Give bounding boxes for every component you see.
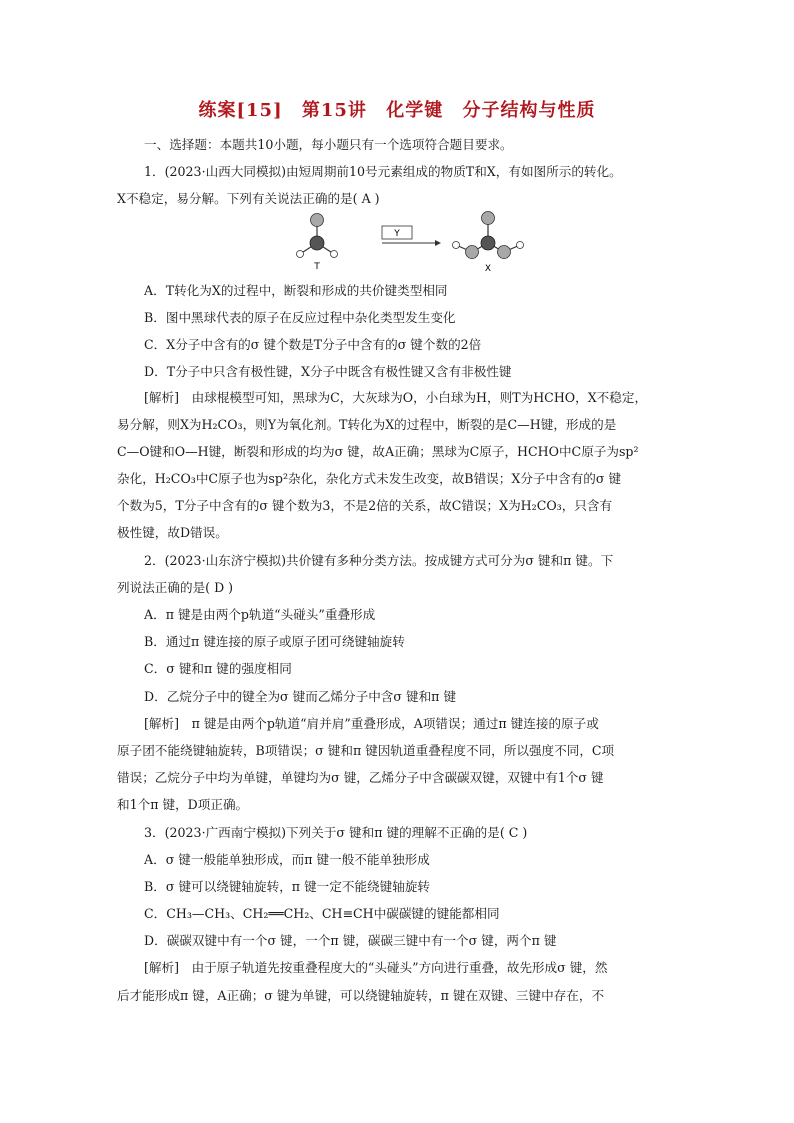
q2-explanation-line4: 和1个π 键，D项正确。	[117, 797, 249, 812]
hydrogen-atom	[453, 242, 460, 249]
q3-explanation-line2: 后才能形成π 键，A正确；σ 键为单键，可以绕键轴旋转，π 键在双键、三键中存在，不	[117, 988, 605, 1003]
q2-explanation-line2: 原子团不能绕键轴旋转，B项错误；σ 键和π 键因轨道重叠程度不同，所以强度不同，C项	[117, 743, 615, 758]
carbon-atom	[310, 236, 324, 250]
q1-explanation-line6: 极性键，故D错误。	[117, 525, 228, 540]
q2-explanation-line3: 错误；乙烷分子中均为单键，单键均为σ 键，乙烯分子中含碳碳双键，双键中有1个σ 键	[117, 770, 604, 785]
label-x: X	[484, 264, 492, 274]
q3-option-a: A．σ 键一般能单独形成，而π 键一般不能单独形成	[144, 852, 430, 867]
q1-option-a: A．T转化为X的过程中，断裂和形成的共价键类型相同	[144, 283, 448, 298]
label-t: T	[314, 262, 320, 272]
q3-option-b: B．σ 键可以绕键轴旋转，π 键一定不能绕键轴旋转	[144, 879, 431, 894]
q2-option-d: D．乙烷分子中的键全为σ 键而乙烯分子中含σ 键和π 键	[144, 689, 457, 704]
title-exercise-no: 练案[15]	[198, 100, 283, 121]
q1-explanation-line1: [解析] 由球棍模型可知，黑球为C，大灰球为O，小白球为H，则T为HCHO，X不稳定，	[144, 390, 648, 405]
title-subtopic: 分子结构与性质	[462, 100, 596, 121]
q2-option-c: C．σ 键和π 键的强度相同	[144, 661, 292, 676]
molecule-x	[453, 212, 524, 259]
title-topic: 化学键	[386, 100, 444, 121]
q1-option-c: C．X分子中含有的σ 键个数是T分子中含有的σ 键个数的2倍	[144, 337, 482, 352]
oxygen-atom	[311, 214, 324, 227]
oxygen-atom	[482, 212, 495, 225]
q3-option-c: C．CH₃—CH₃、CH₂══CH₂、CH≡CH中碳碳键的键能都相同	[144, 906, 500, 921]
hydrogen-atom	[517, 242, 524, 249]
label-y: Y	[394, 229, 400, 239]
hydrogen-atom	[297, 251, 304, 258]
q1-stem-line2: X不稳定，易分解。下列有关说法正确的是( A )	[117, 191, 380, 206]
page-title	[0, 96, 794, 122]
q2-stem-line2: 列说法正确的是( D )	[117, 580, 234, 595]
q2-stem-line1: 2．(2023·山东济宁模拟)共价键有多种分类方法。按成键方式可分为σ 键和π 键。下	[144, 553, 614, 568]
oxygen-atom	[466, 246, 479, 259]
q1-explanation-line3: C—O键和O—H键，断裂和形成的均为σ 键，故A正确；黑球为C原子，HCHO中C原子为sp²	[117, 444, 639, 459]
q2-option-a: A．π 键是由两个p轨道“头碰头”重叠形成	[144, 607, 376, 622]
q1-explanation-line2: 易分解，则X为H₂CO₃，则Y为氧化剂。T转化为X的过程中，断裂的是C—H键，形成的是	[117, 417, 617, 432]
q3-stem-line1: 3．(2023·广西南宁模拟)下列关于σ 键和π 键的理解不正确的是( C )	[144, 825, 528, 840]
carbon-atom	[481, 236, 495, 250]
molecule-t	[297, 214, 338, 258]
q3-explanation-line1: [解析] 由于原子轨道先按重叠程度大的“头碰头”方向进行重叠，故先形成σ 键，然	[144, 960, 608, 975]
q3-option-d: D．碳碳双键中有一个σ 键，一个π 键，碳碳三键中有一个σ 键，两个π 键	[144, 933, 557, 948]
section-heading: 一、选择题：本题共10小题，每小题只有一个选项符合题目要求。	[144, 137, 513, 152]
q1-option-d: D．T分子中只含有极性键，X分子中既含有极性键又含有非极性键	[144, 364, 512, 379]
reaction-arrow	[382, 226, 441, 246]
q2-explanation-line1: [解析] π 键是由两个p轨道“肩并肩”重叠形成，A项错误；通过π 键连接的原子或	[144, 716, 599, 731]
q2-option-b: B．通过π 键连接的原子或原子团可绕键轴旋转	[144, 634, 405, 649]
q1-stem-line1: 1．(2023·山西大同模拟)由短周期前10号元素组成的物质T和X，有如图所示的转化。	[144, 164, 622, 179]
q1-explanation-line4: 杂化，H₂CO₃中C原子也为sp²杂化，杂化方式未发生改变，故B错误；X分子中含有的σ 键	[117, 471, 622, 486]
hydrogen-atom	[331, 251, 338, 258]
q1-option-b: B．图中黑球代表的原子在反应过程中杂化类型发生变化	[144, 310, 456, 325]
oxygen-atom	[498, 246, 511, 259]
molecule-figure	[260, 206, 540, 276]
title-lesson-no: 第15讲	[301, 100, 367, 121]
q1-explanation-line5: 个数为5，T分子中含有的σ 键个数为3，不是2倍的关系，故C错误；X为H₂CO₃，只含有	[117, 498, 613, 513]
